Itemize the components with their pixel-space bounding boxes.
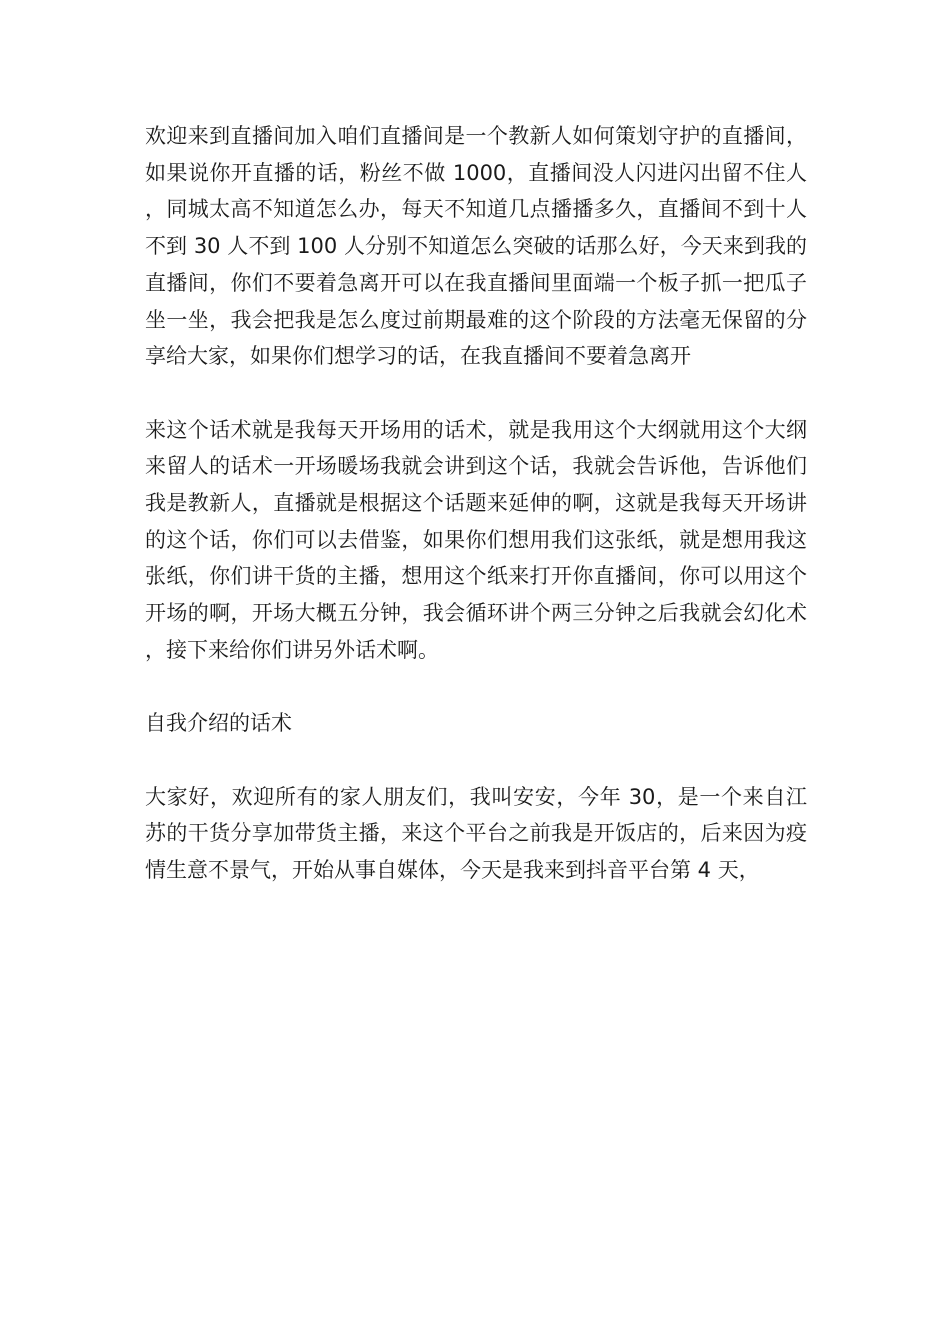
paragraph-self-intro: 大家好，欢迎所有的家人朋友们，我叫安安，今年 30，是一个来自江苏的干货分享加带货主播，来这个平台之前我是开饭店的，后来因为疫情生意不景气，开始从事自媒体，今天是我来到抖音平台第 4 天， xyxy=(145,784,807,883)
section-heading-self-intro: 自我介绍的话术 xyxy=(145,711,292,736)
document-body xyxy=(145,118,807,925)
paragraph-opening-script: 来这个话术就是我每天开场用的话术，就是我用这个大纲就用这个大纲来留人的话术一开场暖场我就会讲到这个话，我就会告诉他，告诉他们我是教新人，直播就是根据这个话题来延伸的啊，这就是我每天开场讲的这个话，你们可以去借鉴，如果你们想用我们这张纸，就是想用我这张纸，你们讲干货的主播，想用这个纸来打开你直播间，你可以用这个开场的啊，开场大概五分钟，我会循环讲个两三分钟之后我就会幻化术，接下来给你们讲另外话术啊。 xyxy=(145,417,807,662)
paragraph-intro: 欢迎来到直播间加入咱们直播间是一个教新人如何策划守护的直播间，如果说你开直播的话，粉丝不做 1000，直播间没人闪进闪出留不住人，同城太高不知道怎么办，每天不知道几点播播多久，直播间不到十人不到 30 人不到 100 人分别不知道怎么突破的话那么好，今天来到我的直播间，你们不要着急离开可以在我直播间里面端一个板子抓一把瓜子坐一坐，我会把我是怎么度过前期最难的这个阶段的方法毫无保留的分享给大家，如果你们想学习的话，在我直播间不要着急离开 xyxy=(145,124,807,369)
